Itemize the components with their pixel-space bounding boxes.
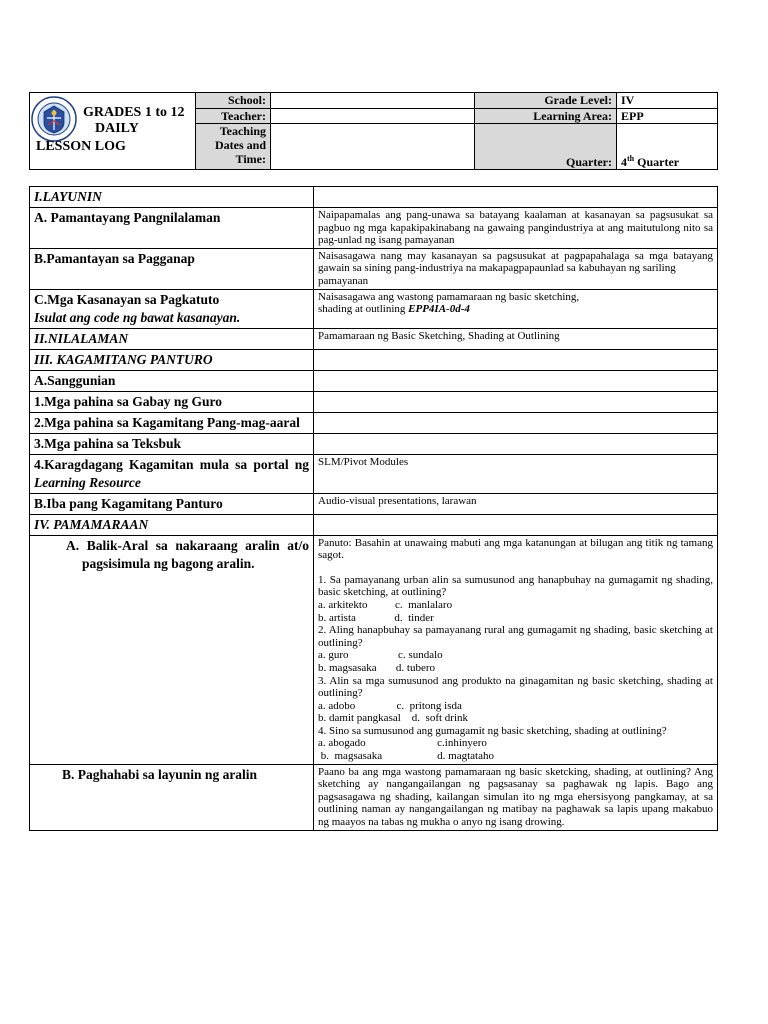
section-layunin: I.LAYUNIN	[30, 187, 314, 208]
header-table	[29, 92, 717, 170]
competency-code: EPP4IA-0d-4	[408, 303, 470, 316]
section-pamamaraan: IV. PAMAMARAAN	[30, 514, 314, 535]
pamantayang-pangnilalaman-content: Naipapamalas ang pang-unawa sa batayang kaalaman at kasanayan sa pagsusukat sa pagbuo ng mga kapakipakinabang na gawaing pangindustriya at ang maitutulong nito sa pag-unlad ng isang pamayanan	[314, 208, 718, 249]
kagamitang-pang-mag-aaral-label: 2.Mga pahina sa Kagamitang Pang-mag-aaral	[30, 412, 314, 433]
header-title-lessonlog: LESSON LOG	[36, 139, 126, 154]
table-row	[30, 289, 718, 328]
kasanayan-label: C.Mga Kasanayan sa Pagkatuto Isulat ang code ng bawat kasanayan.	[30, 289, 314, 328]
quarter-value: 4th Quarter	[617, 124, 718, 170]
table-row	[30, 349, 718, 370]
teksbuk-label: 3.Mga pahina sa Teksbuk	[30, 433, 314, 454]
table-row	[30, 248, 718, 289]
learning-area-value: EPP	[617, 109, 718, 124]
balik-aral-content: Panuto: Basahin at unawaing mabuti ang mga katanungan at bilugan ang titik ng tamang sagot. 1. Sa pamayanang urban alin sa sumusunod ang hanapbuhay na gumagamit ng shading, basic sketching, at outlining? a. arkitekto c. manlalaro b. artista d. tinder 2. Aling hanapbuhay sa pamayanang rural ang gumagamit ng shading, basic sketching at outlining? a. guro c. sundalo b. magsasaka d. tubero 3. Alin sa mga sumusunod ang produkto na ginagamitan ng basic sketching, shading at outlining? a. adobo c. pritong isda b. damit pangkasal d. soft drink 4. Sino sa sumusunod ang gumagamit ng basic sketching, shading at outlining? a. abogado c.inhinyero b. magsasaka d. magtataho	[314, 535, 718, 764]
balik-aral-label: A. Balik-Aral sa nakaraang aralin at/o pagsisimula ng bagong aralin.	[30, 535, 314, 764]
pamantayang-pangnilalaman-label: A. Pamantayang Pangnilalaman	[30, 208, 314, 249]
table-row	[30, 328, 718, 349]
header-title-grades: GRADES 1 to 12 DAILY	[83, 105, 185, 136]
deped-seal-icon	[31, 96, 77, 142]
sanggunian-label: A.Sanggunian	[30, 370, 314, 391]
table-row	[30, 370, 718, 391]
question-2: 2. Aling hanapbuhay sa pamayanang rural ang gumagamit ng shading, basic sketching at outlining?	[318, 624, 713, 649]
table-row	[30, 764, 718, 830]
table-row	[30, 391, 718, 412]
table-row	[30, 208, 718, 249]
grade-level-value: IV	[617, 93, 718, 109]
school-label: School:	[196, 93, 271, 109]
karagdagang-kagamitan-label: 4.Karagdagang Kagamitan mula sa portal ng Learning Resource	[30, 454, 314, 493]
question-1: 1. Sa pamayanang urban alin sa sumusunod ang hanapbuhay na gumagamit ng shading, basic sketching, at outlining?	[318, 573, 713, 599]
table-row	[30, 187, 718, 208]
paghahabi-label: B. Paghahabi sa layunin ng aralin	[30, 764, 314, 830]
paghahabi-content: Paano ba ang mga wastong pamamaraan ng basic sketcking, shading, at outlining? Ang sketching ay nangangailangan ng pagsasanay sa paghawak ng lapis. Bago ang pagsasagawa ng shading, kailangan simulan ito ng mga ehersisyong pangkamay, at sa outlining naman ay nangangailangan ng matibay na paghawak sa lapis upang makabuo ng maayos na tabas ng mukha o anyo ng isang drowing.	[314, 764, 718, 830]
table-row	[30, 535, 718, 764]
teacher-label: Teacher:	[196, 109, 271, 124]
table-row	[30, 433, 718, 454]
question-4: 4. Sino sa sumusunod ang gumagamit ng basic sketching, shading at outlining?	[318, 724, 667, 737]
lesson-log-table	[29, 186, 717, 831]
pamantayan-pagganap-label: B.Pamantayan sa Pagganap	[30, 248, 314, 289]
nilalaman-content: Pamamaraan ng Basic Sketching, Shading at Outlining	[314, 328, 718, 349]
section-nilalaman: II.NILALAMAN	[30, 328, 314, 349]
table-row	[30, 514, 718, 535]
table-row	[30, 412, 718, 433]
gabay-ng-guro-label: 1.Mga pahina sa Gabay ng Guro	[30, 391, 314, 412]
kasanayan-content: Naisasagawa ang wastong pamamaraan ng basic sketching, shading at outlining EPP4IA-0d-4	[314, 289, 718, 328]
quarter-label: Quarter:	[475, 124, 617, 170]
panuto-text: Panuto: Basahin at unawaing mabuti ang mga katanungan at bilugan ang titik ng tamang sagot.	[318, 536, 713, 562]
iba-pang-kagamitan-content: Audio-visual presentations, larawan	[314, 493, 718, 514]
table-row	[30, 493, 718, 514]
school-value	[271, 93, 475, 109]
grade-level-label: Grade Level:	[475, 93, 617, 109]
teaching-dates-label: Teaching Dates and Time:	[196, 124, 271, 170]
table-row	[30, 454, 718, 493]
question-3: 3. Alin sa mga sumusunod ang produkto na ginagamitan ng basic sketching, shading at outlining?	[318, 674, 713, 700]
section-kagamitang-panturo: III. KAGAMITANG PANTURO	[30, 349, 314, 370]
karagdagang-kagamitan-content: SLM/Pivot Modules	[314, 454, 718, 493]
learning-area-label: Learning Area:	[475, 109, 617, 124]
teaching-dates-value	[271, 124, 475, 170]
pamantayan-pagganap-content: Naisasagawa nang may kasanayan sa pagsusukat at pagpapahalaga sa mga batayang gawain sa sining pang-industriya na makapagpapaunlad sa kabuhayan ng sariling pamayanan	[314, 248, 718, 289]
teacher-value	[271, 109, 475, 124]
header-logo-cell	[30, 93, 196, 170]
iba-pang-kagamitan-label: B.Iba pang Kagamitang Panturo	[30, 493, 314, 514]
